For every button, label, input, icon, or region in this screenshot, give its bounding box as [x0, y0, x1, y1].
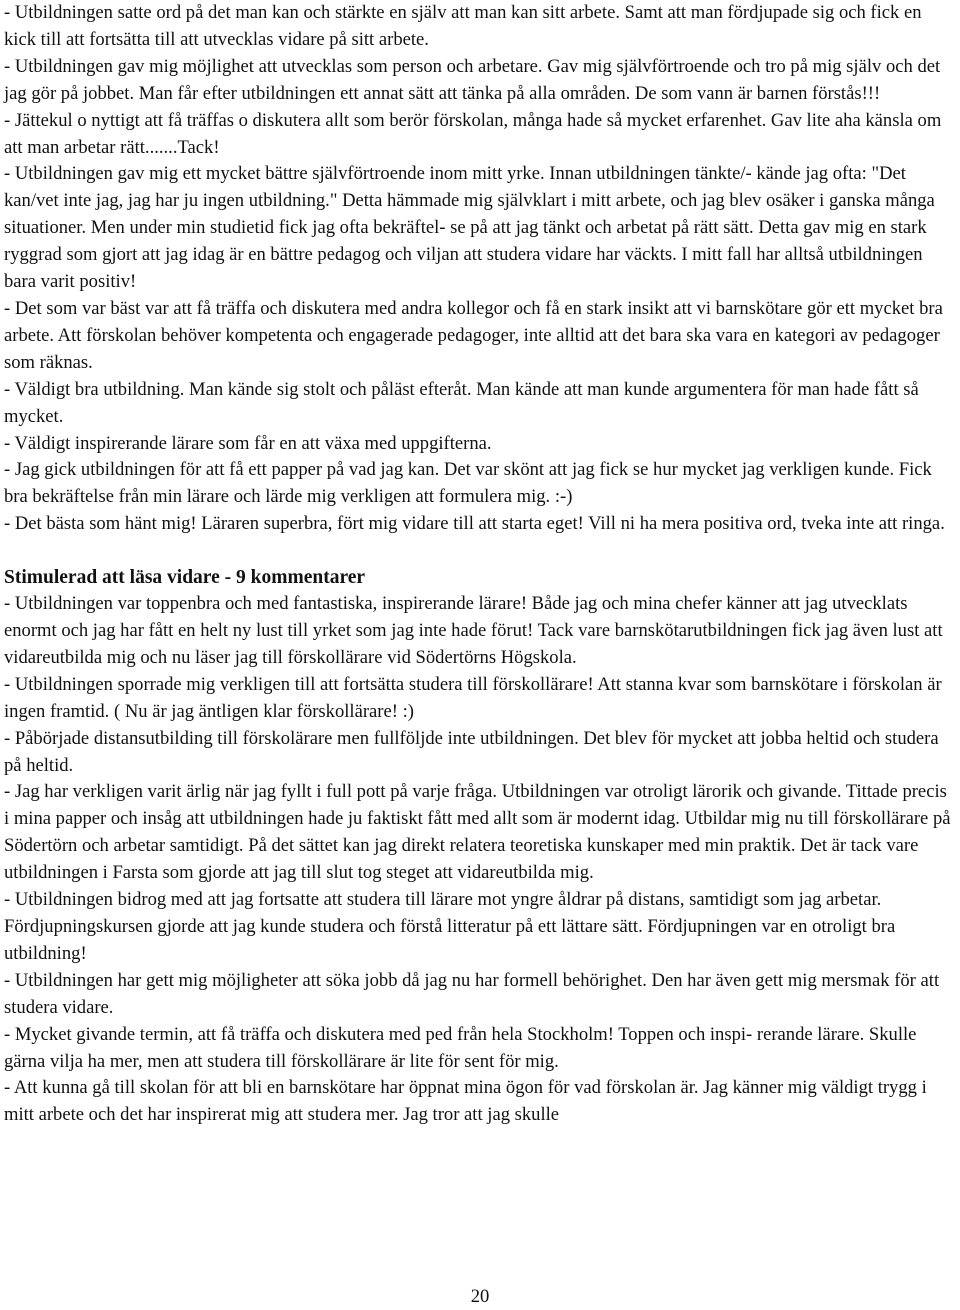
comment-paragraph: - Jättekul o nyttigt att få träffas o diskutera allt som berör förskolan, många hade så mycket erfarenhet. Gav lite aha känsla om att man arbetar rätt.......Tack!	[4, 109, 942, 158]
comment-paragraph: - Jag har verkligen varit ärlig när jag fyllt i full pott på varje fråga. Utbildningen var otroligt lärorik och givande. Tittade precis i mina papper och insåg att utbildningen hade ju faktiskt fått med allt som är modernt idag. Utbildar mig nu till förskollärare på Södertörn och arbetar samtidigt. På det sättet kan jag direkt relatera teoretiska kunskaper med min praktik. Det är tack vare utbildningen i Farsta som gjorde att jag till slut tog steget att vidareutbilda mig.	[4, 781, 951, 884]
comment-paragraph: - Utbildningen gav mig ett mycket bättre självförtroende inom mitt yrke. Innan utbildningen tänkte/- kände jag ofta: "Det kan/vet inte jag, jag har ju ingen utbildning." Detta hämmade mig självklart i mitt arbete, och jag blev osäker i ganska många situationer. Men under min studietid fick jag ofta bekräftel- se på att jag tänkt och arbetat på rätt sätt. Detta gav mig en stark ryggrad som gjort att jag idag är en bättre pedagog och viljan att studera vidare har väckts. I mitt fall har alltså utbildningen bara varit positiv!	[4, 163, 935, 293]
comment-paragraph: - Väldigt inspirerande lärare som får en att växa med uppgifterna.	[4, 432, 492, 454]
comment-paragraph: - Att kunna gå till skolan för att bli en barnskötare har öppnat mina ögon för vad förskolan är. Jag känner mig väldigt trygg i mitt arbete och det har inspirerat mig att studera mer. Jag tror att jag skulle	[4, 1077, 927, 1126]
comment-paragraph: - Utbildningen satte ord på det man kan och stärkte en själv att man kan sitt arbete. Samt att man fördjupade sig och fick en kick till att fortsätta till att utvecklas vidare på sitt arbete.	[4, 2, 922, 50]
comment-paragraph: - Det som var bäst var att få träffa och diskutera med andra kollegor och få en stark insikt att vi barnskötare gör ett mycket bra arbete. Att förskolan behöver kompetenta och engagerade pedagoger, inte alltid att det bara ska vara en kategori av pedagoger som räknas.	[4, 297, 943, 373]
section-spacer	[4, 538, 956, 564]
comment-paragraph: - Utbildningen var toppenbra och med fantastiska, inspirerande lärare! Både jag och mina chefer känner att jag utvecklats enormt och jag har fått en helt ny lust till yrket som jag inte hade förut! Tack vare barnskötarutbildningen fick jag även lust att vidareutbilda mig och nu läser jag till förskollärare vid Södertörns Högskola.	[4, 593, 943, 668]
comment-paragraph: - Jag gick utbildningen för att få ett papper på vad jag kan. Det var skönt att jag fick se hur mycket jag verkligen kunde. Fick bra bekräftelse från min lärare och lärde mig verkligen att formulera mig. :-)	[4, 459, 932, 508]
comment-paragraph: - Utbildningen har gett mig möjligheter att söka jobb då jag nu har formell behörighet. Den har även gett mig mersmak för att studera vidare.	[4, 969, 940, 1018]
comment-paragraph: - Det bästa som hänt mig! Läraren superbra, fört mig vidare till att starta eget! Vill ni ha mera positiva ord, tveka inte att ringa.	[4, 513, 945, 535]
comment-paragraph: - Mycket givande termin, att få träffa och diskutera med ped från hela Stockholm! Toppen och inspi- rerande lärare. Skulle gärna vilja ha mer, men att studera till förskollärare är lite för sent för mig.	[4, 1023, 917, 1072]
comment-paragraph: - Väldigt bra utbildning. Man kände sig stolt och påläst efteråt. Man kände att man kunde argumentera för man hade fått så mycket.	[4, 378, 919, 427]
section-stimulerad	[4, 564, 956, 1129]
document-page	[4, 0, 956, 1129]
comment-paragraph: - Utbildningen sporrade mig verkligen till att fortsätta studera till förskollärare! Att stanna kvar som barnskötare i förskolan är ingen framtid. ( Nu är jag äntligen klar förskollärare! :)	[4, 673, 942, 722]
section-heading: Stimulerad att läsa vidare - 9 kommentarer	[4, 567, 366, 589]
comment-paragraph: - Utbildningen bidrog med att jag fortsatte att studera till lärare mot yngre åldrar på distans, samtidigt som jag arbetar. Fördjupningskursen gjorde att jag kunde studera och förstå litteratur på ett lättare sätt. Fördjupningen var en otroligt bra utbildning!	[4, 889, 896, 964]
comment-paragraph: - Påbörjade distansutbilding till förskolärare men fullföljde inte utbildningen. Det blev för mycket att jobba heltid och studera på heltid.	[4, 727, 939, 776]
section-comments-part1	[4, 0, 956, 538]
comment-paragraph: - Utbildningen gav mig möjlighet att utvecklas som person och arbetare. Gav mig självförtroende och tro på mig själv och det jag gör på jobbet. Man får efter utbildningen ett annat sätt att tänka på alla områden. De som vann är barnen förstås!!!	[4, 55, 941, 104]
page-number: 20	[470, 1286, 490, 1307]
